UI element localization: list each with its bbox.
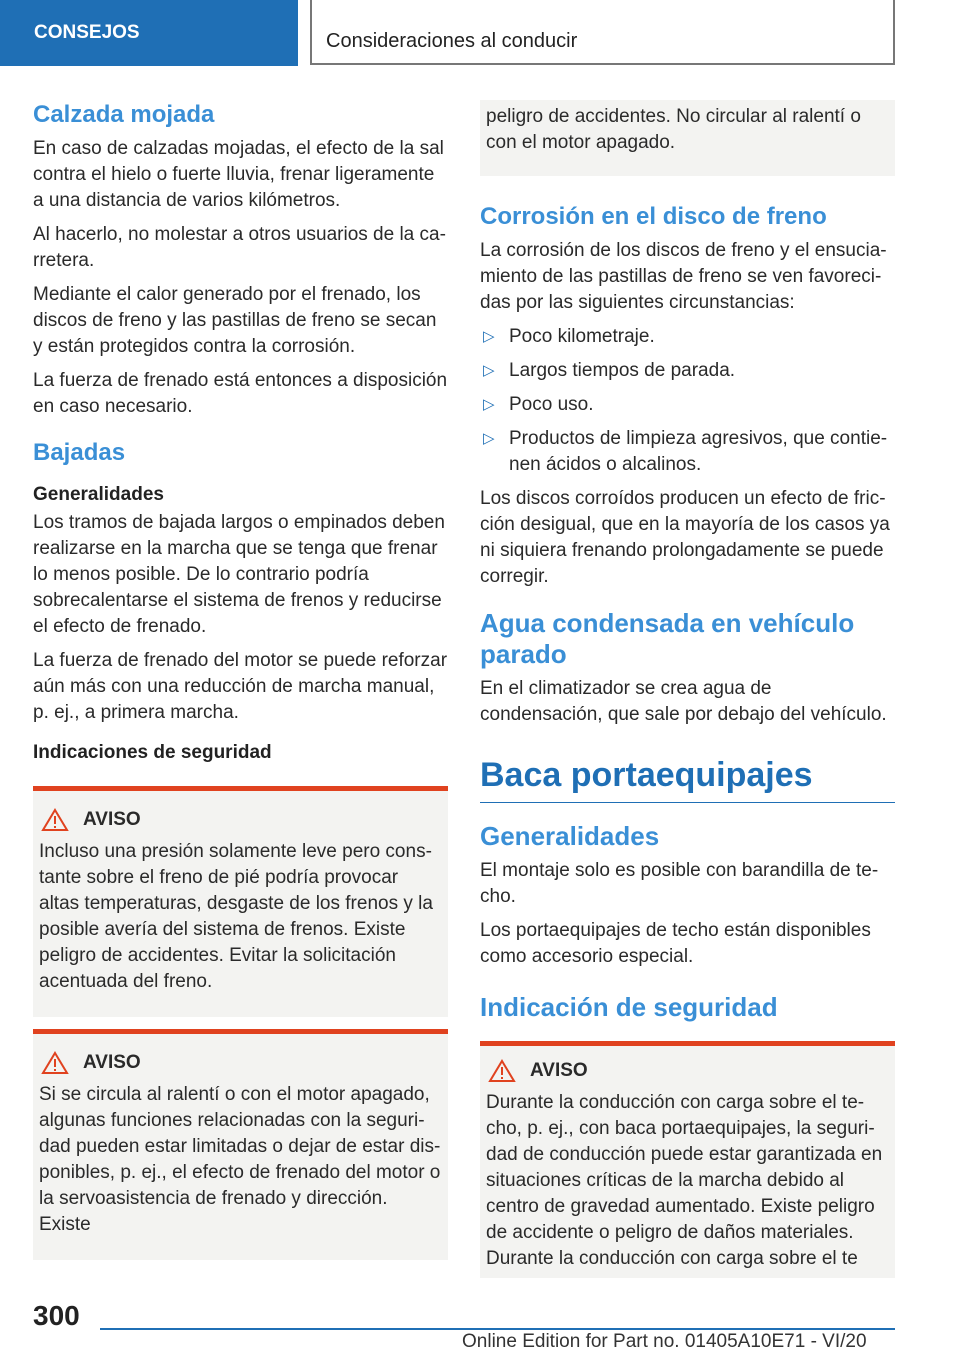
right-column (480, 100, 895, 1290)
paragraph: Los tramos de bajada largos o empinados deben realizarse en la marcha que se tenga que frenar lo menos posible. De lo contrario podría sobrecalentarse el sistema de frenos y reducirse el efecto de frenado. (33, 512, 445, 637)
section-tab (0, 0, 298, 66)
warning-label: AVISO (83, 1052, 141, 1073)
paragraph: La fuerza de frenado está entonces a disposición en caso necesario. (33, 370, 448, 417)
list-item-text: Poco uso. (509, 394, 594, 415)
paragraph: En caso de calzadas mojadas, el efecto de la sal contra el hielo o fuerte lluvia, frenar ligeramente a una distancia de varios kilómetros. (33, 138, 444, 211)
warning-triangle-icon (488, 1059, 516, 1083)
warning-triangle-icon (41, 1051, 69, 1075)
warning-box (33, 786, 448, 1017)
paragraph: Los discos corroídos producen un efecto de fricción desigual, que en la mayoría de los casos ya ni siquiera frenando prolongadamente se puede corregir. (480, 488, 890, 587)
subheading-indicaciones-seguridad: Indicaciones de seguridad (33, 742, 272, 763)
warning-label: AVISO (530, 1060, 588, 1081)
warning-text: Durante la conducción con carga sobre el techo, p. ej., con baca portaequipajes, la seguridad de conducción puede estar garantizada en situaciones críticas de la marcha debido al centro de gravedad aumentado. Existe peligro de accidente o peligro de daños materiales. Durante la conducción con carga sobre el te (486, 1092, 883, 1269)
left-column (33, 100, 448, 1272)
paragraph: Al hacerlo, no molestar a otros usuarios de la carretera. (33, 224, 446, 271)
header-divider (310, 63, 895, 65)
paragraph: La fuerza de frenado del motor se puede reforzar aún más con una reducción de marcha manual, p. ej., a primera marcha. (33, 650, 448, 723)
warning-label: AVISO (83, 809, 141, 830)
list-item-text: Poco kilometraje. (509, 326, 655, 347)
triangle-bullet-icon: ▷ (483, 430, 495, 447)
section-label: CONSEJOS (34, 22, 140, 43)
subheading-generalidades: Generalidades (33, 484, 164, 505)
warning-text: Incluso una presión solamente leve pero constante sobre el freno de pié podría provocar altas temperaturas, desgaste de los frenos y la posible avería del sistema de frenos. Existe peligro de accidentes. Evitar la solicitación acentuada del freno. (39, 841, 433, 992)
list-item (480, 358, 895, 384)
list-item (480, 392, 895, 418)
paragraph: En el climatizador se crea agua de condensación, que sale por debajo del vehículo. (480, 678, 887, 725)
header-divider (893, 0, 895, 64)
warning-box (480, 1041, 895, 1278)
paragraph: Los portaequipajes de techo están disponibles como accesorio especial. (480, 920, 871, 967)
list-item-text: Largos tiempos de parada. (509, 360, 736, 381)
paragraph: El montaje solo es posible con barandilla de techo. (480, 860, 879, 907)
warning-title (39, 807, 442, 833)
heading-generalidades: Generalidades (480, 821, 660, 851)
warning-text: Si se circula al ralentí o con el motor apagado, algunas funciones relacionadas con la seguridad pueden estar limitadas o dejar de estar disponibles, p. ej., el efecto de frenado del motor o la servoasistencia de frenado y dirección. Existe (39, 1084, 441, 1235)
warning-title (39, 1050, 442, 1076)
footer-edition: Online Edition for Part no. 01405A10E71 - VI/20 (462, 1331, 867, 1352)
paragraph: La corrosión de los discos de freno y el ensuciamiento de las pastillas de freno se ven favorecidas por las siguientes circunstancias: (480, 240, 887, 313)
heading-indicacion-seguridad: Indicación de seguridad (480, 992, 778, 1022)
warning-box-continued (480, 100, 895, 176)
page-title: Consideraciones al conducir (326, 30, 578, 52)
heading-rule (480, 802, 895, 803)
list-item-text: Productos de limpieza agresivos, que contienen ácidos o alcalinos. (509, 428, 888, 475)
heading-baca-portaequipajes: Baca portaequipajes (480, 756, 813, 794)
header-divider (310, 0, 312, 64)
paragraph: Mediante el calor generado por el frenado, los discos de freno y las pastillas de freno se secan y están protegidos contra la corrosión. (33, 284, 437, 357)
triangle-bullet-icon: ▷ (483, 362, 495, 379)
footer-rule (100, 1328, 895, 1330)
page-number: 300 (33, 1300, 80, 1331)
heading-corrosion: Corrosión en el disco de freno (480, 203, 827, 230)
heading-agua-condensada: Agua condensada en vehículo parado (480, 608, 855, 669)
warning-triangle-icon (41, 808, 69, 832)
heading-bajadas: Bajadas (33, 439, 126, 466)
list-item (480, 324, 895, 350)
triangle-bullet-icon: ▷ (483, 328, 495, 345)
bullet-list (480, 324, 895, 478)
list-item (480, 426, 895, 478)
triangle-bullet-icon: ▷ (483, 396, 495, 413)
heading-calzada-mojada: Calzada mojada (33, 101, 215, 128)
warning-text: peligro de accidentes. No circular al ralentí o con el motor apagado. (486, 106, 861, 153)
warning-box (33, 1029, 448, 1260)
warning-title (486, 1058, 889, 1084)
